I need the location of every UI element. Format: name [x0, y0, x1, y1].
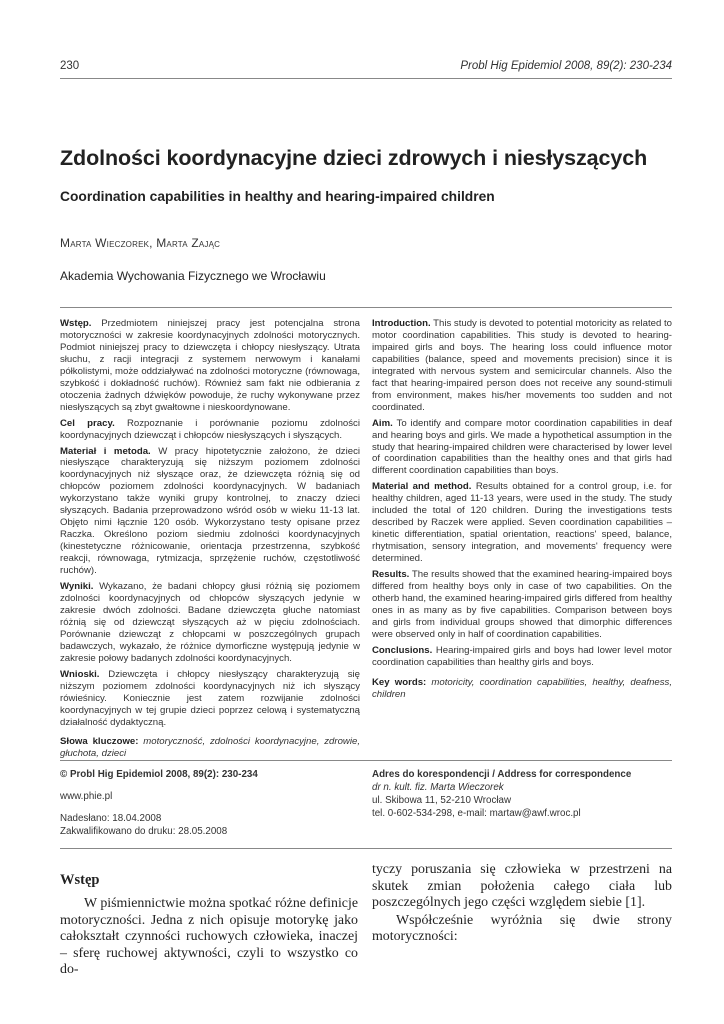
abstract-en-results: Results. The results showed that the examined hearing-impaired boys differed from healthy boys only in case of two capabilities. On the otherb hand, the examined hearing-impaired girls differed from healthy ones in as many as by five capabilities. Comparison between boys and girls from individual groups showed that dimorphic differences were observed only in half of coordination capabilities.	[372, 569, 672, 640]
journal-reference: Probl Hig Epidemiol 2008, 89(2): 230-234	[460, 60, 672, 72]
abstract-en-conclusions: Conclusions. Hearing-impaired girls and boys had lower level motor coordination capabilities than healthy girls and boys.	[372, 644, 672, 668]
abstract-english	[372, 318, 672, 705]
page-number: 230	[60, 60, 80, 72]
article-title: Zdolności koordynacyjne dzieci zdrowych i niesłyszących	[60, 146, 648, 170]
abstract-pl-cel: Cel pracy. Rozpoznanie i porównanie poziomu zdolności koordynacyjnych dziewcząt i chłopców niesłyszących i słyszących.	[60, 417, 360, 441]
publication-info	[60, 768, 360, 838]
correspondence-name: dr n. kult. fiz. Marta Wieczorek	[372, 782, 504, 793]
accepted-date: Zakwalifikowano do druku: 28.05.2008	[60, 826, 228, 837]
authors: Marta Wieczorek, Marta Zając	[60, 236, 221, 250]
abstract-en-aim: Aim. To identify and compare motor coordination capabilities in deaf and hearing boys and girls. We made a hypothetical assumption in the study that hearing-impaired children were characterised by lower level of coordination capabilities than the healthy ones and that girls had different coordination capabilities than boys.	[372, 417, 672, 477]
copyright: © Probl Hig Epidemiol 2008, 89(2): 230-234	[60, 769, 258, 780]
abstract-pl-wyniki: Wyniki. Wykazano, że badani chłopcy głusi różnią się poziomem zdolności koordynacyjnych od chłopców słyszących jedynie w zakresie dwóch zdolności. Badane dziewczęta głuche natomiast różnią się od dziewcząt słyszących aż w pięciu zdolnościach. Porównanie dziewcząt z chłopcami w poszczególnych grupach badawczych, wykazało, że różnice dymorficzne występują jedynie w zakresie połowy badanych zdolności koordynacyjnych.	[60, 581, 360, 664]
abstract-en-introduction: Introduction. This study is devoted to potential motoricity as related to motor coordination capabilities. This study is devoted to hearing-impaired girls and boys. The hearing loss could influence motor capabilities (balance, speed and movements precision) since it is integrated with nervous system and semicircular channels. Also the fact that hearing-impaired person does not receive any sound-stimuli from environment, makes his/her movements too sudden and not coordinated.	[372, 318, 673, 413]
abstract-polish	[60, 318, 360, 764]
body-paragraph-second: Współcześnie wyróżnia się dwie strony motoryczności:	[372, 912, 672, 945]
keywords-english: Key words: motoricity, coordination capabilities, healthy, deafness, children	[372, 676, 673, 700]
header-rule	[60, 78, 672, 79]
section-heading: Wstęp	[60, 872, 100, 888]
correspondence-contact: tel. 0-602-534-298, e-mail: martaw@awf.wroc.pl	[372, 808, 581, 819]
article-subtitle: Coordination capabilities in healthy and hearing-impaired children	[60, 189, 495, 204]
abstract-en-method: Material and method. Results obtained for a control group, i.e. for healthy children, aged 11-13 years, were used in the study. The study included the total of 120 children. During the investigations tests described by Raczek were applied. Seven coordination capabilities – kinetic differentiation, spatial orientation, reactions' speed, balance, rhytmisation, sensory integration, and movements' frequency were determined.	[372, 481, 672, 565]
body-right-column	[372, 862, 672, 946]
abstract-pl-wstep: Wstęp. Przedmiotem niniejszej pracy jest potencjalna strona motoryczności w zakresie koordynacyjnych zdolności motorycznych. Podmiot niniejszej pracy to dziewczęta i chłopcy niesłyszący. Utrata słuchu, z racji integracji z systemem nerwowym i kanałami półkolistymi, może oddziaływać na zdolności motoryczne (równowaga, szybkość i dokładność ruchów). Również sam fakt nie odbierania z otoczenia żadnych dźwięków powoduje, że ruchy wykonywane przez niesłyszących są zbyt gwałtowne i nieskoordynowane.	[60, 318, 360, 413]
received-date: Nadesłano: 18.04.2008	[60, 813, 162, 824]
footer-bottom-rule	[60, 848, 672, 849]
keywords-polish: Słowa kluczowe: motoryczność, zdolności koordynacyjne, zdrowie, głuchota, dzieci	[60, 736, 360, 760]
abstract-bottom-rule	[60, 760, 672, 761]
body-paragraph: W piśmiennictwie można spotkać różne definicje motoryczności. Jedna z nich opisuje motorykę jako całokształt czynności ruchowych człowieka, inaczej – sferę ruchowej aktywności, czyli to wszystko co do-	[60, 896, 358, 978]
correspondence-heading: Adres do korespondencji / Address for correspondence	[372, 769, 632, 780]
correspondence-street: ul. Skibowa 11, 52-210 Wrocław	[372, 795, 512, 806]
body-left-column	[60, 896, 358, 979]
website-link[interactable]: www.phie.pl	[60, 791, 113, 802]
body-paragraph-continued: tyczy poruszania się człowieka w przestrzeni na skutek zmian położenia całego ciała lub poszczególnych jego części względem siebie [1].	[372, 862, 672, 911]
correspondence-address	[372, 768, 672, 820]
abstract-top-rule	[60, 307, 672, 308]
abstract-pl-metoda: Materiał i metoda. W pracy hipotetycznie założono, że dzieci niesłyszące charakteryzują się niższym poziomem zdolności koordynacyjnych niż słyszące oraz, że dziewczęta różnią się od chłopców poziomem zdolności koordynacyjnych. W badaniach wykorzystano także wyniki grupy kontrolnej, to znaczy dzieci słyszących. Badania przeprowadzono wśród osób w wieku 11-13 lat. Objęto nimi łącznie 120 osób. Wykorzystano testy opisane przez Raczka. Określono poziom siedmiu zdolności koordynacyjnych (kinestetyczne różnicowanie, orientacja przestrzenna, szybkość reakcji, równowaga, rytmizacja, sprzężenie ruchów, częstotliwość ruchów).	[60, 445, 360, 577]
affiliation: Akademia Wychowania Fizycznego we Wrocławiu	[60, 269, 326, 283]
abstract-pl-wnioski: Wnioski. Dziewczęta i chłopcy niesłyszący charakteryzują się niższym poziomem zdolności koordynacyjnych niż ich słyszący rówieśnicy. Koniecznie jest zatem rozwijanie zdolności koordynacyjnych w tej grupie dzieci poprzez celową i systematyczną działalność dydaktyczną.	[60, 668, 360, 728]
